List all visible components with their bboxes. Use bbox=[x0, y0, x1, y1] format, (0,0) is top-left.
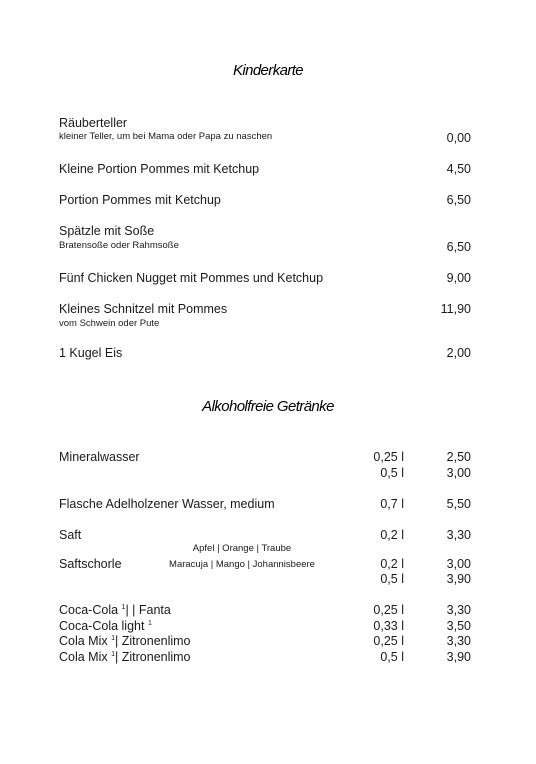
footnote-marker: 1 bbox=[111, 651, 116, 658]
item-name: Fünf Chicken Nugget mit Pommes und Ketchup bbox=[59, 271, 324, 285]
item-price: 6,50 bbox=[446, 240, 471, 254]
drink-size: 0,25 l bbox=[373, 450, 404, 464]
item-name: Portion Pommes mit Ketchup bbox=[59, 193, 221, 207]
footnote-marker: 1 bbox=[147, 620, 152, 627]
item-description: kleiner Teller, um bei Mama oder Papa zu naschen bbox=[59, 131, 273, 142]
drink-price: 3,00 bbox=[446, 557, 471, 571]
drink-size: 0,33 l bbox=[373, 619, 404, 633]
drink-price: 3,30 bbox=[446, 603, 471, 617]
item-name: 1 Kugel Eis bbox=[59, 346, 123, 360]
kinderkarte-heading: Kinderkarte bbox=[232, 62, 304, 79]
drink-name: Cola Mix $^1$| Zitronenlimo bbox=[59, 650, 191, 664]
drink-price: 3,90 bbox=[446, 650, 471, 664]
drink-size: 0,2 l bbox=[380, 528, 404, 542]
drink-price: 3,50 bbox=[446, 619, 471, 633]
getraenke-heading: Alkoholfreie Getränke bbox=[202, 398, 334, 415]
item-description: vom Schwein oder Pute bbox=[59, 318, 160, 329]
drink-size: 0,5 l bbox=[380, 650, 404, 664]
drink-price: 3,30 bbox=[446, 528, 471, 542]
drink-price: 3,90 bbox=[446, 572, 471, 586]
item-price: 2,00 bbox=[446, 346, 471, 360]
drink-price: 3,30 bbox=[446, 634, 471, 648]
item-description: Bratensoße oder Rahmsoße bbox=[59, 240, 179, 251]
drink-name: Mineralwasser bbox=[59, 450, 140, 464]
drink-size: 0,7 l bbox=[380, 497, 404, 511]
drink-flavors: Apfel | Orange | Traube bbox=[192, 543, 292, 554]
item-price: 4,50 bbox=[446, 162, 471, 176]
item-price: 6,50 bbox=[446, 193, 471, 207]
drink-flavors: Maracuja | Mango | Johannisbeere bbox=[169, 559, 315, 570]
drink-size: 0,25 l bbox=[373, 634, 404, 648]
drink-size: 0,5 l bbox=[380, 572, 404, 586]
item-price: 0,00 bbox=[446, 131, 471, 145]
item-price: 9,00 bbox=[446, 271, 471, 285]
footnote-marker: 1 bbox=[121, 604, 126, 611]
drink-price: 2,50 bbox=[446, 450, 471, 464]
drink-size: 0,2 l bbox=[380, 557, 404, 571]
drink-price: 3,00 bbox=[446, 466, 471, 480]
drink-size: 0,5 l bbox=[380, 466, 404, 480]
item-name: Kleine Portion Pommes mit Ketchup bbox=[59, 162, 260, 176]
item-name: Räuberteller bbox=[59, 116, 128, 130]
drink-name: Coca-Cola light $^1$ bbox=[59, 619, 152, 633]
drink-name: Cola Mix $^1$| Zitronenlimo bbox=[59, 634, 191, 648]
drink-name: Saftschorle bbox=[59, 557, 122, 571]
drink-name: Coca-Cola $^1$| | Fanta bbox=[59, 603, 171, 617]
item-name: Kleines Schnitzel mit Pommes bbox=[59, 302, 228, 316]
item-name: Spätzle mit Soße bbox=[59, 224, 155, 238]
item-price: 11,90 bbox=[440, 302, 471, 316]
footnote-marker: 1 bbox=[111, 635, 116, 642]
drink-price: 5,50 bbox=[446, 497, 471, 511]
drink-name: Saft bbox=[59, 528, 82, 542]
drink-name: Flasche Adelholzener Wasser, medium bbox=[59, 497, 275, 511]
drink-size: 0,25 l bbox=[373, 603, 404, 617]
